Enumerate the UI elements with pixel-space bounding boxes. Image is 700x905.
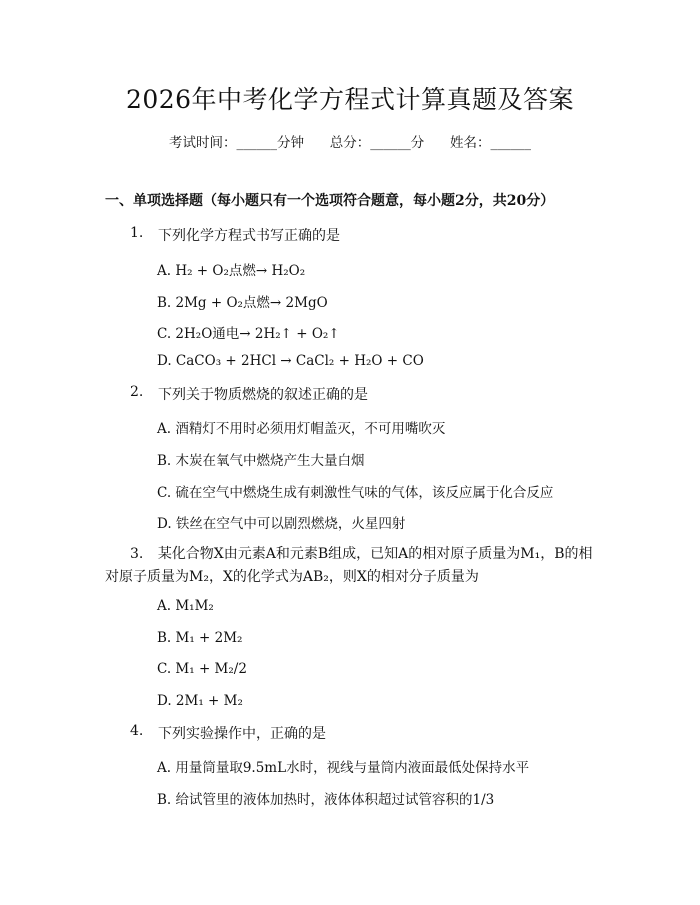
- question-number: 1.: [130, 225, 144, 241]
- option-2d: D. 铁丝在空气中可以剧烈燃烧，火星四射: [157, 516, 406, 532]
- question-number: 3.: [130, 546, 144, 562]
- option-3d: D. 2M₁ + M₂: [157, 693, 243, 709]
- option-1c: C. 2H₂O通电→ 2H₂↑ + O₂↑: [157, 326, 340, 342]
- question-text: 下列关于物质燃烧的叙述正确的是: [158, 387, 368, 403]
- option-4b: B. 给试管里的液体加热时，液体体积超过试管容积的1/3: [157, 792, 495, 808]
- question-text-line2: 对原子质量为M₂，X的化学式为AB₂，则X的相对分子质量为: [105, 569, 479, 585]
- question-text: 下列化学方程式书写正确的是: [158, 228, 340, 244]
- question-number: 2.: [130, 384, 144, 400]
- option-1b: B. 2Mg + O₂点燃→ 2MgO: [157, 295, 328, 311]
- option-2b: B. 木炭在氧气中燃烧产生大量白烟: [157, 453, 365, 469]
- question-text-line1: 某化合物X由元素A和元素B组成，已知A的相对原子质量为M₁，B的相: [157, 546, 593, 562]
- page-title: 2026年中考化学方程式计算真题及答案: [125, 85, 575, 114]
- option-3c: C. M₁ + M₂/2: [157, 661, 247, 677]
- question-text: 下列实验操作中，正确的是: [158, 726, 326, 742]
- option-3b: B. M₁ + 2M₂: [157, 630, 243, 646]
- question-number: 4.: [130, 723, 144, 739]
- question-3: [130, 543, 593, 563]
- exam-meta-line: 考试时间：______分钟 总分：______分 姓名：______: [169, 135, 531, 151]
- option-2c: C. 硫在空气中燃烧生成有刺激性气味的气体，该反应属于化合反应: [157, 485, 554, 501]
- option-3a: A. M₁M₂: [157, 598, 214, 614]
- option-4a: A. 用量筒量取9.5mL水时，视线与量筒内液面最低处保持水平: [157, 760, 530, 776]
- section-heading: 一、单项选择题（每小题只有一个选项符合题意，每小题2分，共20分）: [105, 193, 555, 209]
- option-2a: A. 酒精灯不用时必须用灯帽盖灭，不可用嘴吹灭: [157, 421, 446, 437]
- option-1d: D. CaCO₃ + 2HCl → CaCl₂ + H₂O + CO: [157, 353, 424, 369]
- option-1a: A. H₂ + O₂点燃→ H₂O₂: [157, 263, 306, 279]
